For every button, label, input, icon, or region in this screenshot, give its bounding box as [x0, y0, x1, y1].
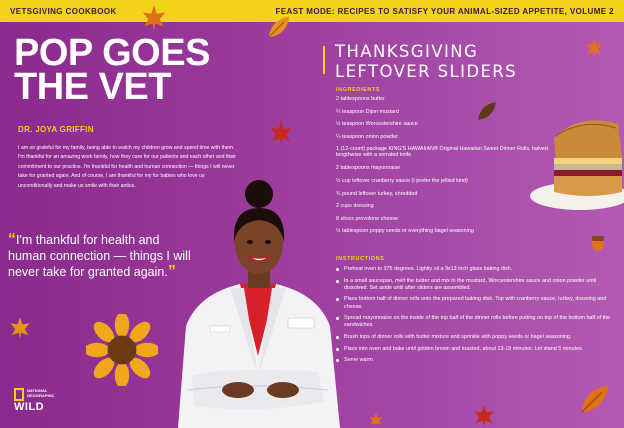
maple-leaf-icon [472, 404, 496, 428]
autumn-leaf-icon [578, 382, 612, 416]
ingredient-item: 2 tablespoons butter [336, 96, 385, 102]
maple-leaf-icon [268, 120, 294, 146]
natgeo-frame-icon [14, 388, 24, 401]
ingredient-item: ½ teaspoon Worcestershire sauce [336, 121, 418, 128]
autumn-leaf-icon [140, 4, 168, 32]
wild-label: WILD [14, 401, 45, 413]
headline-line-1: POP GOES [14, 32, 210, 74]
ingredient-item: 2 tablespoons mayonnaise [336, 165, 401, 172]
maple-leaf-icon [584, 38, 604, 58]
close-quote-icon: ” [167, 263, 176, 280]
volume-title: FEAST MODE: RECIPES TO SATISFY YOUR ANIMAL-SIZED APPETITE, VOLUME 2 [275, 7, 614, 16]
recipe-title-line-1: THANKSGIVING [335, 42, 479, 61]
natgeo-label: NATIONAL GEOGRAPHIC [27, 388, 55, 398]
page-headline [14, 32, 214, 108]
instructions-label: INSTRUCTIONS [336, 256, 385, 262]
ingredients-label: INGREDIENTS [336, 87, 381, 93]
top-banner [0, 0, 624, 22]
ingredient-item: ½ tablespoon poppy seeds or everything bagel seasoning [336, 228, 474, 235]
pull-quote-text: I'm thankful for health and human connection — things I will never take for granted again. [8, 233, 191, 279]
autumn-leaf-icon [266, 14, 292, 40]
cookbook-label: VETSGIVING COOKBOOK [10, 7, 117, 16]
recipe-title-line-2: LEFTOVER SLIDERS [335, 62, 518, 81]
instruction-step: Brush tops of dinner rolls with butter mixture and sprinkle with poppy seeds or bagel seasoning. [336, 334, 611, 341]
open-quote-icon: “ [8, 231, 16, 248]
instruction-step: Spread mayonnaise on the inside of the top half of the dinner rolls before putting on top of the bottom half of the sandwiches. [336, 315, 611, 329]
ingredient-item: ¼ teaspoon onion powder [336, 133, 399, 140]
instruction-step: Place into oven and bake until golden brown and toasted, about 13-18 minutes. Let stand 5 minutes. [336, 346, 611, 353]
ingredient-item: 2 cups dressing [336, 203, 374, 210]
recipe-title [335, 42, 575, 82]
ingredient-item: ¼ teaspoon Dijon mustard [336, 108, 399, 115]
headline-line-2: THE VET [14, 66, 171, 108]
acorn-icon [588, 232, 608, 252]
ingredient-item: ½ cup leftover cranberry sauce (I prefer the jellied kind) [336, 177, 468, 184]
natgeo-wild-logo [14, 388, 68, 416]
maple-leaf-icon [8, 316, 32, 340]
sunflower-icon [86, 314, 158, 386]
bio-paragraph: I am so grateful for my family, being able to watch my children grow and spend time with them. I'm thankful for an amazing work family, how they care for our patients and each other and their commitment to our practice. I'm thankful for health and human connection — things I will never take for granted again. And of course, I am thankful for my fur babies who love us unconditionally and make us smile with their antics. [18, 145, 237, 189]
title-divider [323, 46, 325, 74]
instruction-step: Place bottom half of dinner rolls onto the prepared baking dish. Top with cranberry sauce, turkey, dressing and cheese. [336, 296, 611, 310]
slider-sandwich-image [510, 98, 624, 222]
ingredient-item: 1 (12-count) package KING'S HAWAIIAN® Original Hawaiian Sweet Dinner Rolls, halved lengthwise with a serrated knife [336, 146, 548, 159]
autumn-leaf-icon [476, 100, 498, 122]
instruction-step: Serve warm. [336, 357, 611, 364]
vet-portrait [168, 176, 348, 428]
autumn-leaf-icon [368, 412, 384, 428]
ingredient-item: ¾ pound leftover turkey, shredded [336, 190, 418, 197]
author-name: DR. JOYA GRIFFIN [18, 125, 94, 134]
ingredient-item: 8 slices provolone cheese [336, 215, 399, 222]
instruction-step: Preheat oven to 375 degrees. Lightly oil a 9x13 inch glass baking dish. [336, 266, 611, 273]
instructions-list [336, 266, 611, 369]
instruction-step: In a small saucepan, melt the butter and mix in the mustard, Worcestershire sauce and onion powder until dissolved. Set aside until after sliders are assembled. [336, 278, 611, 292]
